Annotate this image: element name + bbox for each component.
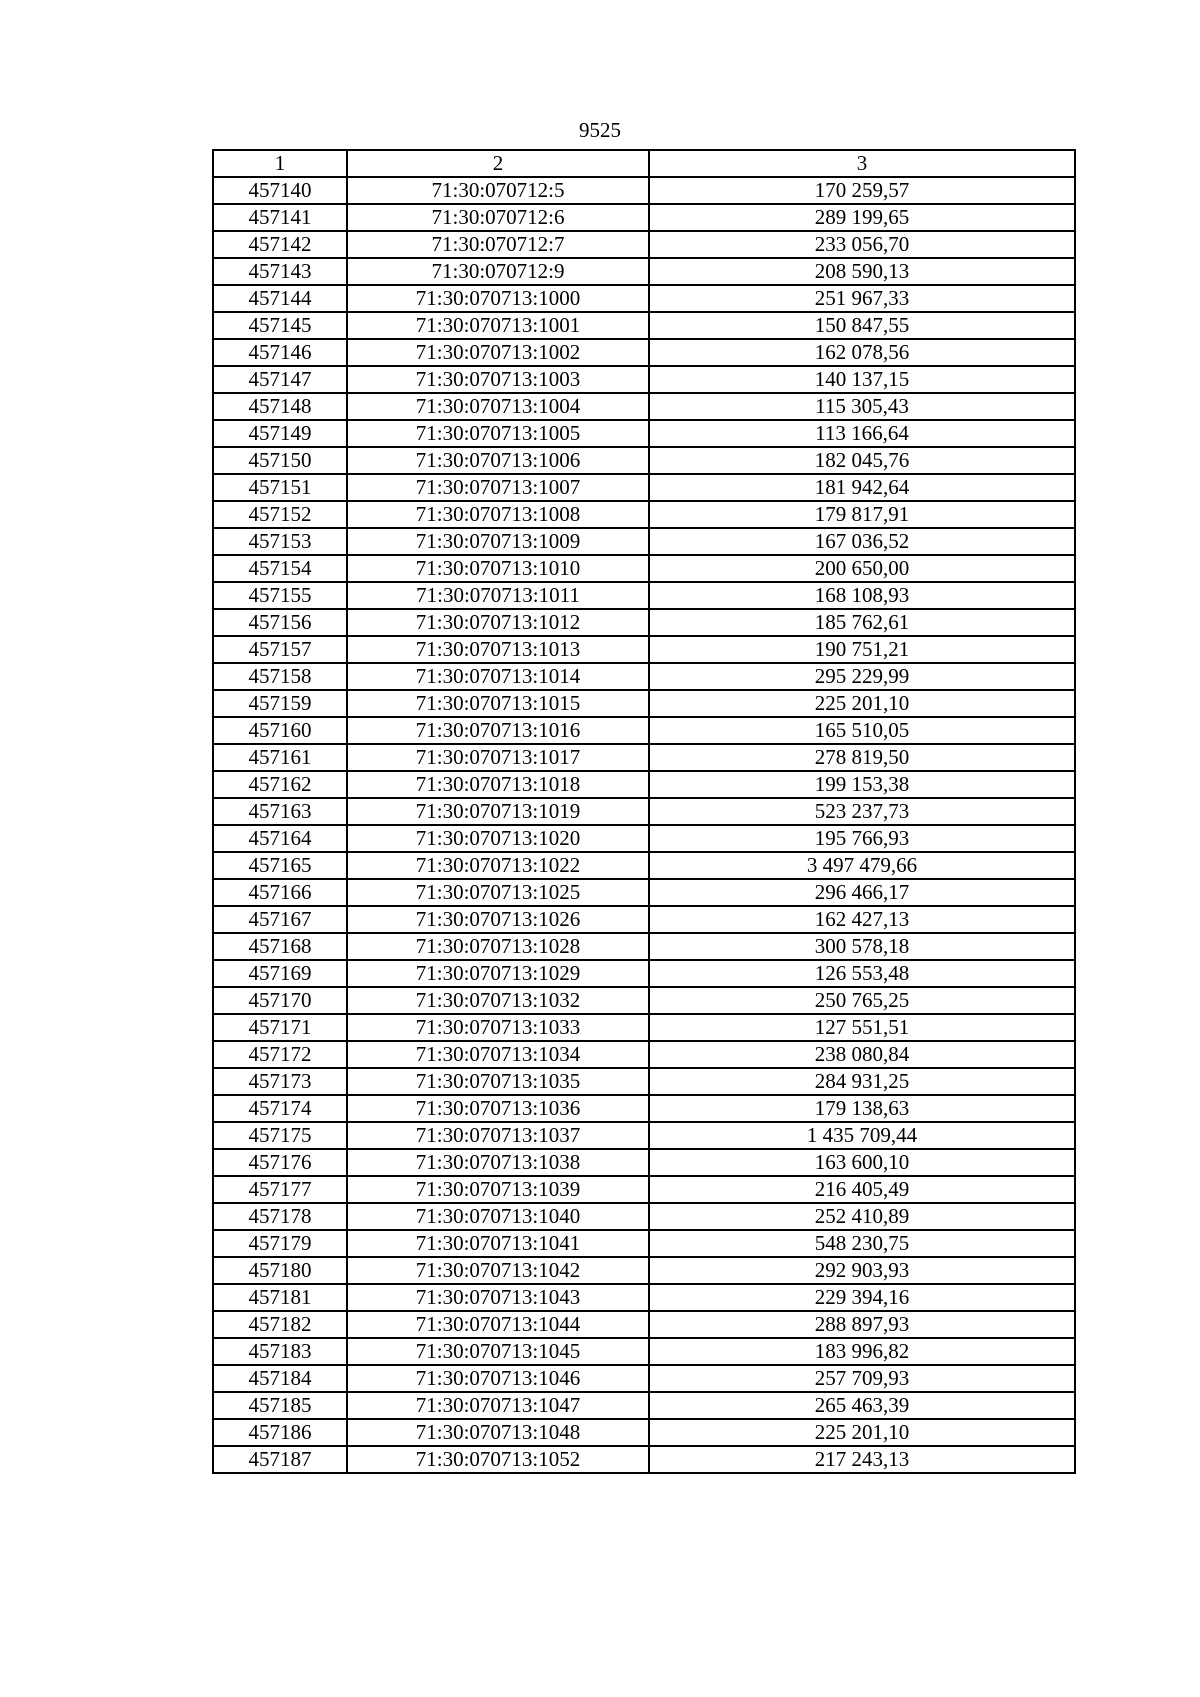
value-cell: 162 078,56 (649, 339, 1075, 366)
value-cell: 216 405,49 (649, 1176, 1075, 1203)
cadastral-number-cell: 71:30:070713:1015 (347, 690, 649, 717)
cadastral-number-cell: 71:30:070713:1046 (347, 1365, 649, 1392)
table-row (213, 1095, 1075, 1122)
table-row (213, 879, 1075, 906)
row-number-cell: 457165 (213, 852, 347, 879)
value-cell: 179 138,63 (649, 1095, 1075, 1122)
value-cell: 167 036,52 (649, 528, 1075, 555)
table-row (213, 474, 1075, 501)
row-number-cell: 457140 (213, 177, 347, 204)
cadastral-number-cell: 71:30:070713:1025 (347, 879, 649, 906)
row-number-cell: 457181 (213, 1284, 347, 1311)
table-row (213, 906, 1075, 933)
table-row (213, 1419, 1075, 1446)
cadastral-number-cell: 71:30:070713:1042 (347, 1257, 649, 1284)
row-number-cell: 457147 (213, 366, 347, 393)
row-number-cell: 457176 (213, 1149, 347, 1176)
cadastral-number-cell: 71:30:070713:1011 (347, 582, 649, 609)
value-cell: 195 766,93 (649, 825, 1075, 852)
cadastral-number-cell: 71:30:070713:1026 (347, 906, 649, 933)
cadastral-number-cell: 71:30:070713:1052 (347, 1446, 649, 1473)
row-number-cell: 457143 (213, 258, 347, 285)
value-cell: 300 578,18 (649, 933, 1075, 960)
table-row (213, 177, 1075, 204)
row-number-cell: 457184 (213, 1365, 347, 1392)
row-number-cell: 457142 (213, 231, 347, 258)
table-row (213, 339, 1075, 366)
row-number-cell: 457149 (213, 420, 347, 447)
value-cell: 179 817,91 (649, 501, 1075, 528)
row-number-cell: 457156 (213, 609, 347, 636)
row-number-cell: 457145 (213, 312, 347, 339)
table-row (213, 1284, 1075, 1311)
row-number-cell: 457178 (213, 1203, 347, 1230)
table-row (213, 636, 1075, 663)
cadastral-number-cell: 71:30:070713:1038 (347, 1149, 649, 1176)
cadastral-number-cell: 71:30:070713:1036 (347, 1095, 649, 1122)
cadastral-number-cell: 71:30:070713:1017 (347, 744, 649, 771)
value-cell: 127 551,51 (649, 1014, 1075, 1041)
row-number-cell: 457179 (213, 1230, 347, 1257)
value-cell: 278 819,50 (649, 744, 1075, 771)
row-number-cell: 457148 (213, 393, 347, 420)
table-row (213, 744, 1075, 771)
value-cell: 150 847,55 (649, 312, 1075, 339)
row-number-cell: 457166 (213, 879, 347, 906)
cadastral-number-cell: 71:30:070713:1041 (347, 1230, 649, 1257)
table-row (213, 1176, 1075, 1203)
value-cell: 257 709,93 (649, 1365, 1075, 1392)
cadastral-number-cell: 71:30:070713:1044 (347, 1311, 649, 1338)
table-row (213, 1068, 1075, 1095)
cadastral-number-cell: 71:30:070713:1029 (347, 960, 649, 987)
value-cell: 251 967,33 (649, 285, 1075, 312)
value-cell: 233 056,70 (649, 231, 1075, 258)
table-row (213, 420, 1075, 447)
cadastral-number-cell: 71:30:070713:1033 (347, 1014, 649, 1041)
row-number-cell: 457167 (213, 906, 347, 933)
data-table (212, 149, 1076, 1474)
row-number-cell: 457150 (213, 447, 347, 474)
row-number-cell: 457146 (213, 339, 347, 366)
row-number-cell: 457141 (213, 204, 347, 231)
table-row (213, 366, 1075, 393)
cadastral-number-cell: 71:30:070713:1040 (347, 1203, 649, 1230)
cadastral-number-cell: 71:30:070713:1006 (347, 447, 649, 474)
cadastral-number-cell: 71:30:070713:1034 (347, 1041, 649, 1068)
value-cell: 168 108,93 (649, 582, 1075, 609)
value-cell: 238 080,84 (649, 1041, 1075, 1068)
value-cell: 217 243,13 (649, 1446, 1075, 1473)
row-number-cell: 457163 (213, 798, 347, 825)
table-row (213, 285, 1075, 312)
table-row (213, 933, 1075, 960)
value-cell: 250 765,25 (649, 987, 1075, 1014)
cadastral-number-cell: 71:30:070713:1014 (347, 663, 649, 690)
cadastral-number-cell: 71:30:070713:1007 (347, 474, 649, 501)
cadastral-number-cell: 71:30:070713:1000 (347, 285, 649, 312)
row-number-cell: 457175 (213, 1122, 347, 1149)
value-cell: 225 201,10 (649, 690, 1075, 717)
cadastral-number-cell: 71:30:070713:1047 (347, 1392, 649, 1419)
cadastral-number-cell: 71:30:070713:1019 (347, 798, 649, 825)
value-cell: 170 259,57 (649, 177, 1075, 204)
table-row (213, 528, 1075, 555)
value-cell: 113 166,64 (649, 420, 1075, 447)
value-cell: 292 903,93 (649, 1257, 1075, 1284)
row-number-cell: 457159 (213, 690, 347, 717)
cadastral-number-cell: 71:30:070713:1005 (347, 420, 649, 447)
table-row (213, 663, 1075, 690)
table-row (213, 609, 1075, 636)
value-cell: 199 153,38 (649, 771, 1075, 798)
cadastral-number-cell: 71:30:070712:7 (347, 231, 649, 258)
table-row (213, 1338, 1075, 1365)
table-row (213, 960, 1075, 987)
row-number-cell: 457182 (213, 1311, 347, 1338)
table-row (213, 258, 1075, 285)
cadastral-number-cell: 71:30:070712:9 (347, 258, 649, 285)
row-number-cell: 457154 (213, 555, 347, 582)
value-cell: 225 201,10 (649, 1419, 1075, 1446)
row-number-cell: 457174 (213, 1095, 347, 1122)
value-cell: 163 600,10 (649, 1149, 1075, 1176)
cadastral-number-cell: 71:30:070713:1001 (347, 312, 649, 339)
table-row (213, 1203, 1075, 1230)
cadastral-number-cell: 71:30:070713:1022 (347, 852, 649, 879)
row-number-cell: 457185 (213, 1392, 347, 1419)
value-cell: 296 466,17 (649, 879, 1075, 906)
table-row (213, 1446, 1075, 1473)
value-cell: 200 650,00 (649, 555, 1075, 582)
value-cell: 165 510,05 (649, 717, 1075, 744)
table-row (213, 312, 1075, 339)
value-cell: 208 590,13 (649, 258, 1075, 285)
table-row (213, 1230, 1075, 1257)
value-cell: 185 762,61 (649, 609, 1075, 636)
cadastral-number-cell: 71:30:070713:1002 (347, 339, 649, 366)
table-row (213, 1257, 1075, 1284)
value-cell: 140 137,15 (649, 366, 1075, 393)
column-header-1: 1 (213, 150, 347, 177)
table-row (213, 717, 1075, 744)
page-number: 9525 (579, 118, 621, 142)
table-row (213, 501, 1075, 528)
row-number-cell: 457162 (213, 771, 347, 798)
cadastral-number-cell: 71:30:070713:1009 (347, 528, 649, 555)
row-number-cell: 457171 (213, 1014, 347, 1041)
table-row (213, 1041, 1075, 1068)
row-number-cell: 457164 (213, 825, 347, 852)
cadastral-number-cell: 71:30:070713:1039 (347, 1176, 649, 1203)
cadastral-number-cell: 71:30:070713:1003 (347, 366, 649, 393)
cadastral-number-cell: 71:30:070713:1048 (347, 1419, 649, 1446)
row-number-cell: 457169 (213, 960, 347, 987)
row-number-cell: 457173 (213, 1068, 347, 1095)
value-cell: 181 942,64 (649, 474, 1075, 501)
table-row (213, 825, 1075, 852)
value-cell: 115 305,43 (649, 393, 1075, 420)
cadastral-number-cell: 71:30:070713:1008 (347, 501, 649, 528)
table-row (213, 987, 1075, 1014)
table-row (213, 852, 1075, 879)
row-number-cell: 457187 (213, 1446, 347, 1473)
table-row (213, 1149, 1075, 1176)
row-number-cell: 457152 (213, 501, 347, 528)
value-cell: 289 199,65 (649, 204, 1075, 231)
value-cell: 190 751,21 (649, 636, 1075, 663)
table-row (213, 1311, 1075, 1338)
cadastral-number-cell: 71:30:070713:1012 (347, 609, 649, 636)
table-row (213, 1014, 1075, 1041)
value-cell: 295 229,99 (649, 663, 1075, 690)
value-cell: 229 394,16 (649, 1284, 1075, 1311)
value-cell: 265 463,39 (649, 1392, 1075, 1419)
table-row (213, 690, 1075, 717)
row-number-cell: 457170 (213, 987, 347, 1014)
row-number-cell: 457172 (213, 1041, 347, 1068)
row-number-cell: 457186 (213, 1419, 347, 1446)
cadastral-number-cell: 71:30:070713:1004 (347, 393, 649, 420)
value-cell: 548 230,75 (649, 1230, 1075, 1257)
value-cell: 126 553,48 (649, 960, 1075, 987)
table-row (213, 1122, 1075, 1149)
value-cell: 523 237,73 (649, 798, 1075, 825)
value-cell: 1 435 709,44 (649, 1122, 1075, 1149)
cadastral-number-cell: 71:30:070713:1045 (347, 1338, 649, 1365)
row-number-cell: 457160 (213, 717, 347, 744)
table-row (213, 771, 1075, 798)
cadastral-number-cell: 71:30:070713:1010 (347, 555, 649, 582)
cadastral-number-cell: 71:30:070713:1028 (347, 933, 649, 960)
table-row (213, 1392, 1075, 1419)
table-row (213, 204, 1075, 231)
cadastral-number-cell: 71:30:070713:1020 (347, 825, 649, 852)
value-cell: 162 427,13 (649, 906, 1075, 933)
row-number-cell: 457177 (213, 1176, 347, 1203)
cadastral-number-cell: 71:30:070713:1016 (347, 717, 649, 744)
table-row (213, 231, 1075, 258)
table-row (213, 393, 1075, 420)
row-number-cell: 457158 (213, 663, 347, 690)
column-header-2: 2 (347, 150, 649, 177)
table-header (213, 150, 1075, 177)
cadastral-number-cell: 71:30:070713:1018 (347, 771, 649, 798)
row-number-cell: 457157 (213, 636, 347, 663)
value-cell: 3 497 479,66 (649, 852, 1075, 879)
table-row (213, 582, 1075, 609)
header-row (213, 150, 1075, 177)
value-cell: 288 897,93 (649, 1311, 1075, 1338)
value-cell: 284 931,25 (649, 1068, 1075, 1095)
table-body (213, 177, 1075, 1473)
table-row (213, 1365, 1075, 1392)
cadastral-number-cell: 71:30:070713:1013 (347, 636, 649, 663)
table-row (213, 798, 1075, 825)
row-number-cell: 457151 (213, 474, 347, 501)
cadastral-number-cell: 71:30:070713:1037 (347, 1122, 649, 1149)
table-row (213, 447, 1075, 474)
value-cell: 183 996,82 (649, 1338, 1075, 1365)
value-cell: 182 045,76 (649, 447, 1075, 474)
table-row (213, 555, 1075, 582)
value-cell: 252 410,89 (649, 1203, 1075, 1230)
cadastral-number-cell: 71:30:070713:1032 (347, 987, 649, 1014)
cadastral-number-cell: 71:30:070712:5 (347, 177, 649, 204)
row-number-cell: 457183 (213, 1338, 347, 1365)
cadastral-number-cell: 71:30:070713:1035 (347, 1068, 649, 1095)
row-number-cell: 457161 (213, 744, 347, 771)
cadastral-number-cell: 71:30:070712:6 (347, 204, 649, 231)
row-number-cell: 457144 (213, 285, 347, 312)
column-header-3: 3 (649, 150, 1075, 177)
row-number-cell: 457155 (213, 582, 347, 609)
cadastral-number-cell: 71:30:070713:1043 (347, 1284, 649, 1311)
row-number-cell: 457153 (213, 528, 347, 555)
row-number-cell: 457180 (213, 1257, 347, 1284)
row-number-cell: 457168 (213, 933, 347, 960)
